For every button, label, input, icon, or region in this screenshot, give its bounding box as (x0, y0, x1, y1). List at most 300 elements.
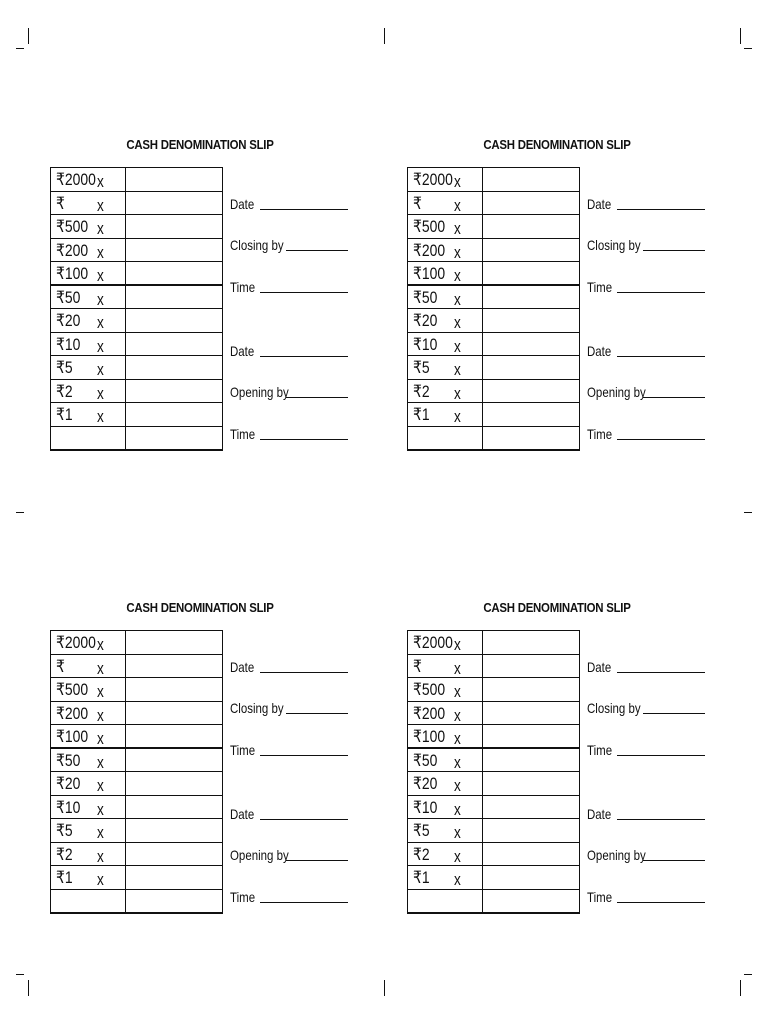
multiplier-sign: x (454, 383, 461, 403)
field-blank-line[interactable] (617, 902, 705, 903)
denomination-cell (408, 654, 483, 678)
slip-title: CASH DENOMINATION SLIP (126, 600, 274, 615)
multiplier-sign: x (454, 799, 461, 819)
denomination-cell (408, 725, 483, 749)
multiplier-sign: x (97, 242, 104, 262)
denomination-cell (408, 819, 483, 843)
denomination-cell (408, 379, 483, 403)
amount-cell[interactable] (483, 654, 580, 678)
denomination-label: ₹20 (413, 774, 438, 793)
denomination-cell (408, 168, 483, 192)
amount-cell[interactable] (126, 309, 223, 333)
denomination-label: ₹500 (56, 217, 89, 236)
multiplier-sign: x (97, 172, 104, 191)
denomination-row (51, 748, 223, 772)
denomination-row (51, 889, 223, 913)
denomination-row (408, 654, 580, 678)
denomination-cell (51, 842, 126, 866)
slip-field[interactable] (587, 889, 705, 905)
amount-cell[interactable] (126, 285, 223, 309)
multiplier-sign: x (454, 682, 461, 701)
amount-cell[interactable] (483, 403, 580, 427)
field-blank-line[interactable] (286, 713, 348, 714)
denomination-row (408, 356, 580, 380)
denomination-cell (408, 631, 483, 655)
denomination-row (408, 403, 580, 427)
multiplier-sign: x (97, 753, 104, 772)
denomination-table (407, 167, 580, 451)
denomination-label: ₹50 (413, 751, 438, 770)
field-blank-line[interactable] (260, 209, 348, 210)
field-label: Opening by (587, 847, 646, 863)
denomination-cell (51, 795, 126, 819)
amount-cell[interactable] (126, 403, 223, 427)
multiplier-sign: x (454, 172, 461, 191)
denomination-row (408, 379, 580, 403)
amount-cell[interactable] (483, 168, 580, 192)
denomination-row (51, 285, 223, 309)
amount-cell[interactable] (483, 772, 580, 796)
slip-field[interactable] (230, 806, 348, 822)
denomination-cell (408, 262, 483, 286)
denomination-row (51, 701, 223, 725)
denomination-cell (408, 309, 483, 333)
field-blank-line[interactable] (260, 672, 348, 673)
amount-cell[interactable] (483, 426, 580, 450)
denomination-row (51, 842, 223, 866)
slip-field[interactable] (230, 847, 348, 863)
slip-field[interactable] (230, 279, 348, 295)
slip-title: CASH DENOMINATION SLIP (483, 600, 631, 615)
amount-cell[interactable] (126, 842, 223, 866)
amount-cell[interactable] (126, 889, 223, 913)
denomination-cell (408, 772, 483, 796)
denomination-cell (408, 866, 483, 890)
amount-cell[interactable] (483, 678, 580, 702)
field-blank-line[interactable] (643, 860, 705, 861)
amount-cell[interactable] (483, 356, 580, 380)
amount-cell[interactable] (483, 379, 580, 403)
denomination-cell (51, 631, 126, 655)
denomination-cell (408, 238, 483, 262)
denomination-label: ₹20 (56, 311, 81, 330)
multiplier-sign: x (97, 846, 104, 866)
amount-cell[interactable] (126, 819, 223, 843)
denomination-label: ₹2 (56, 381, 73, 401)
cash-denomination-slip (407, 137, 707, 477)
multiplier-sign: x (454, 407, 461, 426)
amount-cell[interactable] (126, 725, 223, 749)
field-blank-line[interactable] (617, 672, 705, 673)
field-blank-line[interactable] (617, 292, 705, 293)
amount-cell[interactable] (483, 866, 580, 890)
amount-cell[interactable] (126, 678, 223, 702)
denomination-row (408, 262, 580, 286)
denomination-cell (51, 426, 126, 450)
denomination-row (51, 725, 223, 749)
amount-cell[interactable] (126, 191, 223, 215)
amount-cell[interactable] (483, 631, 580, 655)
crop-mark (28, 980, 29, 996)
field-blank-line[interactable] (260, 902, 348, 903)
denomination-label: ₹10 (413, 334, 438, 354)
multiplier-sign: x (97, 729, 104, 748)
denomination-cell (51, 238, 126, 262)
denomination-label: ₹100 (413, 264, 446, 283)
denomination-row (408, 842, 580, 866)
denomination-label: ₹20 (56, 774, 81, 793)
field-label: Date (587, 806, 612, 822)
denomination-row (408, 191, 580, 215)
field-blank-line[interactable] (643, 713, 705, 714)
denomination-row (51, 191, 223, 215)
amount-cell[interactable] (483, 191, 580, 215)
multiplier-sign: x (454, 635, 461, 654)
slip-field[interactable] (230, 426, 348, 442)
multiplier-sign: x (97, 219, 104, 238)
denomination-row (408, 631, 580, 655)
amount-cell[interactable] (483, 701, 580, 725)
multiplier-sign: x (97, 195, 104, 215)
denomination-row (408, 168, 580, 192)
denomination-cell (408, 889, 483, 913)
field-label: Date (587, 196, 612, 212)
crop-mark (16, 48, 24, 49)
multiplier-sign: x (97, 360, 104, 379)
denomination-label: ₹2000 (413, 633, 453, 652)
denomination-label: ₹100 (56, 264, 89, 283)
cash-denomination-slip (50, 137, 350, 477)
denomination-label: ₹50 (56, 751, 81, 770)
denomination-row (408, 819, 580, 843)
field-blank-line[interactable] (260, 819, 348, 820)
denomination-row (51, 678, 223, 702)
multiplier-sign: x (454, 290, 461, 309)
multiplier-sign: x (97, 776, 104, 795)
field-blank-line[interactable] (617, 439, 705, 440)
denomination-cell (408, 356, 483, 380)
amount-cell[interactable] (126, 654, 223, 678)
slip-title: CASH DENOMINATION SLIP (126, 137, 274, 152)
field-label: Date (230, 343, 255, 359)
amount-cell[interactable] (126, 332, 223, 356)
amount-cell[interactable] (126, 356, 223, 380)
denomination-label: ₹2 (413, 381, 430, 401)
denomination-row (51, 426, 223, 450)
denomination-row (408, 332, 580, 356)
field-blank-line[interactable] (617, 356, 705, 357)
field-label: Time (587, 742, 613, 758)
slip-field[interactable] (230, 384, 348, 400)
denomination-label: ₹ (413, 193, 422, 213)
crop-mark (740, 28, 741, 44)
denomination-row (51, 309, 223, 333)
denomination-row (408, 285, 580, 309)
multiplier-sign: x (97, 383, 104, 403)
amount-cell[interactable] (483, 285, 580, 309)
slip-field[interactable] (230, 237, 348, 253)
amount-cell[interactable] (126, 631, 223, 655)
multiplier-sign: x (454, 242, 461, 262)
field-blank-line[interactable] (617, 819, 705, 820)
denomination-cell (51, 819, 126, 843)
denomination-label: ₹1 (56, 868, 73, 887)
multiplier-sign: x (454, 705, 461, 725)
slip-field[interactable] (587, 742, 705, 758)
crop-mark (744, 974, 752, 975)
slip-field[interactable] (230, 196, 348, 212)
multiplier-sign: x (97, 799, 104, 819)
amount-cell[interactable] (126, 701, 223, 725)
denomination-cell (408, 678, 483, 702)
amount-cell[interactable] (126, 262, 223, 286)
amount-cell[interactable] (126, 379, 223, 403)
field-label: Closing by (587, 700, 641, 716)
amount-cell[interactable] (483, 332, 580, 356)
amount-cell[interactable] (126, 748, 223, 772)
field-blank-line[interactable] (617, 755, 705, 756)
field-blank-line[interactable] (643, 397, 705, 398)
amount-cell[interactable] (483, 262, 580, 286)
denomination-label: ₹10 (56, 334, 81, 354)
denomination-cell (408, 795, 483, 819)
field-label: Opening by (587, 384, 646, 400)
field-blank-line[interactable] (286, 860, 348, 861)
denomination-label: ₹1 (413, 868, 430, 887)
denomination-table (407, 630, 580, 914)
field-label: Time (587, 279, 613, 295)
denomination-cell (51, 285, 126, 309)
multiplier-sign: x (454, 870, 461, 889)
denomination-label: ₹200 (413, 240, 446, 260)
slip-field[interactable] (587, 279, 705, 295)
denomination-row (51, 866, 223, 890)
denomination-label: ₹200 (56, 703, 89, 723)
field-label: Date (587, 659, 612, 675)
multiplier-sign: x (97, 823, 104, 842)
slip-field[interactable] (230, 742, 348, 758)
field-blank-line[interactable] (286, 250, 348, 251)
denomination-cell (408, 332, 483, 356)
denomination-label: ₹5 (56, 358, 73, 377)
field-label: Date (230, 806, 255, 822)
crop-mark (744, 48, 752, 49)
field-blank-line[interactable] (260, 755, 348, 756)
denomination-label: ₹500 (413, 680, 446, 699)
denomination-row (408, 889, 580, 913)
multiplier-sign: x (97, 705, 104, 725)
denomination-cell (51, 889, 126, 913)
denomination-row (51, 332, 223, 356)
denomination-label: ₹2000 (56, 633, 96, 652)
denomination-label: ₹5 (413, 358, 430, 377)
amount-cell[interactable] (126, 866, 223, 890)
slip-field[interactable] (587, 659, 705, 675)
field-blank-line[interactable] (286, 397, 348, 398)
crop-mark (16, 974, 24, 975)
denomination-cell (51, 191, 126, 215)
slip-field[interactable] (230, 889, 348, 905)
slip-title: CASH DENOMINATION SLIP (483, 137, 631, 152)
denomination-row (408, 426, 580, 450)
denomination-label: ₹200 (56, 240, 89, 260)
slip-field[interactable] (587, 847, 705, 863)
denomination-row (408, 748, 580, 772)
denomination-label: ₹20 (413, 311, 438, 330)
field-label: Date (230, 659, 255, 675)
denomination-row (408, 701, 580, 725)
denomination-row (408, 795, 580, 819)
field-label: Time (230, 742, 256, 758)
denomination-row (51, 631, 223, 655)
multiplier-sign: x (454, 658, 461, 678)
denomination-cell (408, 701, 483, 725)
slip-field[interactable] (230, 659, 348, 675)
field-blank-line[interactable] (260, 439, 348, 440)
denomination-cell (408, 215, 483, 239)
denomination-row (408, 725, 580, 749)
amount-cell[interactable] (483, 238, 580, 262)
slip-field[interactable] (587, 384, 705, 400)
denomination-row (51, 168, 223, 192)
multiplier-sign: x (97, 635, 104, 654)
amount-cell[interactable] (483, 889, 580, 913)
multiplier-sign: x (454, 219, 461, 238)
denomination-cell (51, 215, 126, 239)
denomination-label: ₹500 (413, 217, 446, 236)
denomination-cell (51, 356, 126, 380)
field-label: Date (230, 196, 255, 212)
amount-cell[interactable] (126, 238, 223, 262)
denomination-cell (51, 866, 126, 890)
denomination-label: ₹10 (413, 797, 438, 817)
multiplier-sign: x (454, 336, 461, 356)
amount-cell[interactable] (126, 215, 223, 239)
multiplier-sign: x (97, 290, 104, 309)
denomination-cell (408, 748, 483, 772)
amount-cell[interactable] (483, 842, 580, 866)
denomination-row (408, 866, 580, 890)
denomination-label: ₹500 (56, 680, 89, 699)
denomination-table (50, 167, 223, 451)
denomination-cell (51, 654, 126, 678)
multiplier-sign: x (97, 336, 104, 356)
field-label: Closing by (587, 237, 641, 253)
amount-cell[interactable] (483, 748, 580, 772)
denomination-label: ₹100 (413, 727, 446, 746)
multiplier-sign: x (97, 313, 104, 332)
field-label: Opening by (230, 384, 289, 400)
field-blank-line[interactable] (260, 356, 348, 357)
denomination-label: ₹5 (56, 821, 73, 840)
slip-field[interactable] (587, 806, 705, 822)
denomination-label: ₹2 (56, 844, 73, 864)
multiplier-sign: x (454, 846, 461, 866)
denomination-cell (51, 701, 126, 725)
denomination-label: ₹50 (413, 288, 438, 307)
field-label: Opening by (230, 847, 289, 863)
multiplier-sign: x (454, 313, 461, 332)
denomination-label: ₹ (56, 193, 65, 213)
cash-denomination-slip (50, 600, 350, 940)
crop-mark (16, 512, 24, 513)
multiplier-sign: x (97, 682, 104, 701)
field-blank-line[interactable] (260, 292, 348, 293)
amount-cell[interactable] (126, 168, 223, 192)
denomination-cell (408, 285, 483, 309)
denomination-row (408, 772, 580, 796)
slip-field[interactable] (587, 343, 705, 359)
denomination-cell (51, 748, 126, 772)
denomination-cell (51, 379, 126, 403)
denomination-label: ₹200 (413, 703, 446, 723)
amount-cell[interactable] (483, 819, 580, 843)
denomination-cell (51, 678, 126, 702)
multiplier-sign: x (454, 729, 461, 748)
denomination-row (51, 403, 223, 427)
field-label: Time (587, 889, 613, 905)
denomination-label: ₹ (413, 656, 422, 676)
slip-field[interactable] (230, 343, 348, 359)
amount-cell[interactable] (483, 215, 580, 239)
amount-cell[interactable] (126, 772, 223, 796)
multiplier-sign: x (454, 753, 461, 772)
field-label: Time (230, 279, 256, 295)
field-blank-line[interactable] (617, 209, 705, 210)
denomination-row (408, 678, 580, 702)
denomination-row (51, 795, 223, 819)
denomination-cell (51, 309, 126, 333)
denomination-cell (408, 426, 483, 450)
amount-cell[interactable] (126, 795, 223, 819)
multiplier-sign: x (454, 195, 461, 215)
slip-field[interactable] (230, 700, 348, 716)
denomination-row (51, 819, 223, 843)
slip-field[interactable] (587, 196, 705, 212)
denomination-table (50, 630, 223, 914)
denomination-row (51, 215, 223, 239)
slip-field[interactable] (587, 700, 705, 716)
denomination-cell (408, 842, 483, 866)
denomination-cell (408, 403, 483, 427)
denomination-cell (51, 772, 126, 796)
slip-field[interactable] (587, 237, 705, 253)
field-label: Closing by (230, 237, 284, 253)
denomination-label: ₹10 (56, 797, 81, 817)
denomination-label: ₹50 (56, 288, 81, 307)
amount-cell[interactable] (483, 795, 580, 819)
crop-mark (28, 28, 29, 44)
crop-mark (384, 980, 385, 996)
slip-field[interactable] (587, 426, 705, 442)
denomination-row (51, 379, 223, 403)
multiplier-sign: x (454, 360, 461, 379)
denomination-row (51, 772, 223, 796)
field-label: Time (587, 426, 613, 442)
denomination-label: ₹1 (413, 405, 430, 424)
denomination-row (51, 238, 223, 262)
amount-cell[interactable] (483, 309, 580, 333)
crop-mark (384, 28, 385, 44)
denomination-cell (51, 168, 126, 192)
field-blank-line[interactable] (643, 250, 705, 251)
amount-cell[interactable] (483, 725, 580, 749)
field-label: Date (587, 343, 612, 359)
denomination-label: ₹ (56, 656, 65, 676)
multiplier-sign: x (97, 658, 104, 678)
multiplier-sign: x (454, 266, 461, 285)
amount-cell[interactable] (126, 426, 223, 450)
